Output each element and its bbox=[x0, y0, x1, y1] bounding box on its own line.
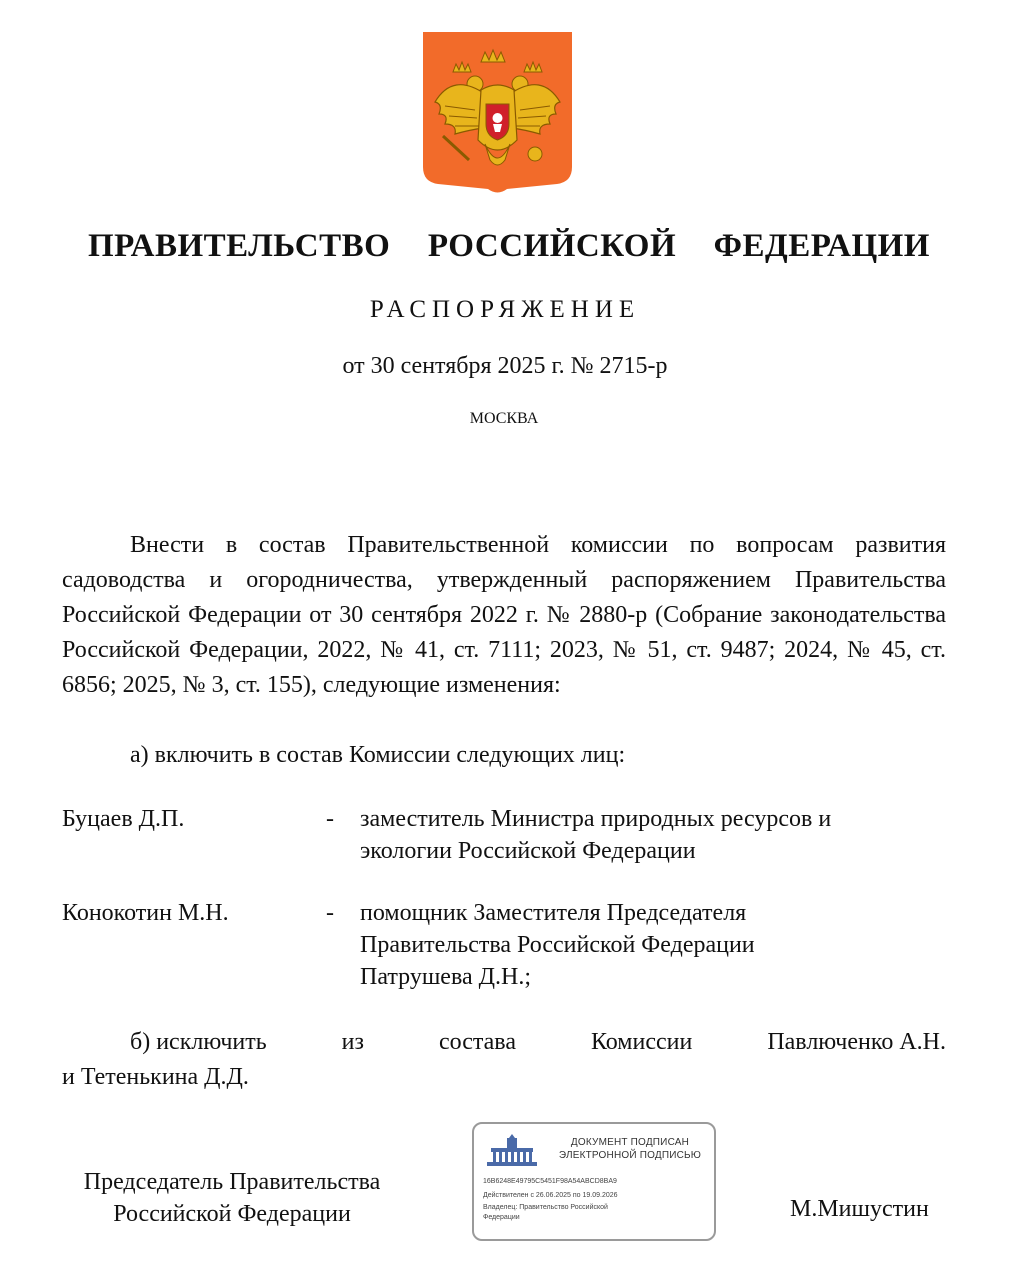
stamp-validity: Действителен с 26.06.2025 по 19.09.2026 bbox=[483, 1192, 618, 1199]
item-b-word: Павлюченко А.Н. bbox=[767, 1029, 946, 1055]
member-name: Буцаев Д.П. bbox=[62, 806, 185, 832]
intro-paragraph: Внести в состав Правительственной комиссии по вопросам развития садоводства и огородничества, утвержденный распоряжением Правительства Российской Федерации от 30 сентября 2022 г. № 2880-р (Собрание законодательства Российской Федерации, 2022, № 41, ст. 7111; 2023, № 51, ст. 9487; 2024, № 45, ст. 6856; 2025, № 3, ст. 155), следующие изменения: bbox=[62, 532, 946, 698]
stamp-owner-line: Федерации bbox=[483, 1214, 520, 1221]
item-a: а) включить в состав Комиссии следующих лиц: bbox=[130, 742, 626, 768]
stamp-title bbox=[550, 1136, 710, 1162]
item-b bbox=[62, 1025, 946, 1095]
document-date-number: от 30 сентября 2025 г. № 2715-р bbox=[342, 353, 668, 379]
stamp-title-line: ЭЛЕКТРОННОЙ ПОДПИСЬЮ bbox=[558, 1150, 702, 1161]
signer-position-line: Российской Федерации bbox=[113, 1201, 351, 1227]
signer-name: М.Мишустин bbox=[790, 1196, 929, 1222]
position-line: Правительства Российской Федерации bbox=[360, 932, 755, 958]
position-line: помощник Заместителя Председателя bbox=[360, 900, 747, 926]
document-type: РАСПОРЯЖЕНИЕ bbox=[369, 296, 641, 323]
member-position bbox=[360, 897, 950, 993]
government-title: ПРАВИТЕЛЬСТВО РОССИЙСКОЙ ФЕДЕРАЦИИ bbox=[88, 228, 930, 264]
member-position bbox=[360, 803, 950, 867]
coat-of-arms-icon bbox=[423, 32, 572, 196]
member-dash: - bbox=[326, 806, 334, 832]
coat-of-arms-emblem bbox=[423, 32, 572, 196]
position-line: заместитель Министра природных ресурсов и bbox=[360, 806, 832, 832]
stamp-title-line: ДОКУМЕНТ ПОДПИСАН bbox=[570, 1137, 690, 1148]
electronic-signature-stamp bbox=[472, 1122, 716, 1241]
government-building-icon bbox=[483, 1134, 541, 1168]
member-dash: - bbox=[326, 900, 334, 926]
signer-position bbox=[62, 1166, 402, 1230]
item-b-line bbox=[62, 1025, 946, 1060]
position-line: экологии Российской Федерации bbox=[360, 838, 696, 864]
signer-position-line: Председатель Правительства bbox=[83, 1169, 381, 1195]
stamp-owner-line: Владелец: Правительство Российской bbox=[483, 1204, 608, 1211]
item-b-word: из bbox=[341, 1029, 364, 1055]
stamp-certificate: 16B6248E49795C5451F98A54ABCD8BA9 bbox=[483, 1178, 617, 1185]
item-b-word: б) исключить bbox=[130, 1029, 267, 1055]
position-line: Патрушева Д.Н.; bbox=[360, 964, 531, 990]
document-body bbox=[62, 528, 946, 703]
item-b-word: состава bbox=[438, 1029, 516, 1055]
item-b-word: Комиссии bbox=[590, 1029, 693, 1055]
document-city: МОСКВА bbox=[469, 410, 539, 427]
item-b-line: и Тетенькина Д.Д. bbox=[62, 1064, 249, 1090]
member-name: Конокотин М.Н. bbox=[62, 900, 229, 926]
